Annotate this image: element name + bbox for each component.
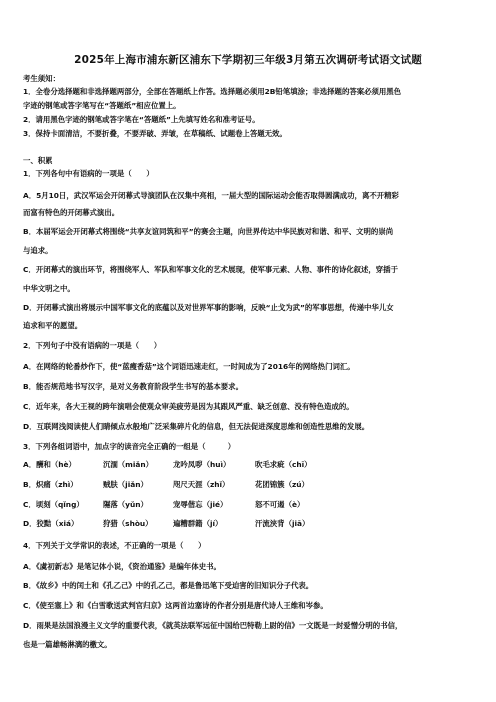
question-line: A．在网络的轮番炒作下，使“蓝瘦香菇”这个词语迅速走红，一时间成为了2016年的网络热门词汇。 — [23, 362, 355, 371]
note-line: 1．全卷分选择题和非选择题两部分，全部在答题纸上作答。选择题必须用2B铅笔填涂；非选择题的答案必须用黑色 — [23, 87, 402, 96]
question-line: 中华文明之中。 — [23, 284, 75, 293]
option-cell: 咫尺天涯（zhǐ） — [173, 480, 230, 489]
question-line: C．《使至塞上》和《白雪歌送武判官归京》这两首边塞诗的作者分别是唐代诗人王维和岑参。 — [23, 601, 328, 610]
option-cell: A．酬和（hè） — [23, 460, 76, 469]
question-line: B．《故乡》中的闰土和《孔乙己》中的孔乙己，都是鲁迅笔下受迫害的旧知识分子代表。 — [23, 581, 314, 590]
option-cell: 汗流浃背（jiā） — [255, 519, 310, 528]
option-cell: 宠辱偕忘（jié） — [173, 500, 228, 509]
note-line: 3．保持卡面清洁，不要折叠，不要弄破、弄皱，在草稿纸、试题卷上答题无效。 — [23, 129, 287, 138]
note-line: 字迹的钢笔或答字笔写在“答题纸”相应位置上。 — [23, 101, 181, 110]
option-cell: 狩猎（shòu） — [103, 519, 153, 528]
question-line: 追求和平的愿望。 — [23, 321, 83, 330]
note-line: 2．请用黑色字迹的钢笔或答字笔在“答题纸”上先填写姓名和准考证号。 — [23, 115, 260, 124]
option-cell: 怒不可遏（è） — [255, 500, 305, 509]
question-line: B．能否规范地书写汉字，是对义务教育阶段学生书写的基本要求。 — [23, 382, 243, 391]
option-cell: B．炽痛（zhì） — [23, 480, 78, 489]
question-stem: 1．下列各句中有语病的一项是（ ） — [23, 169, 154, 178]
option-cell: 隰落（yǔn） — [103, 500, 148, 509]
question-line: D．开闭幕式演出将展示中国军事文化的底蕴以及对世界军事的影响，反映“止戈为武”的军事思想，传递中华儿女 — [23, 303, 394, 312]
question-line: D．互联网浅阅读使人们睛倾点水般地广泛采集碎片化的信息，但无法促进深度思维和创造性思维的发展。 — [23, 422, 370, 431]
question-line: 与追求。 — [23, 246, 53, 255]
question-line: A．5月10日，武汉军运会开闭幕式导演团队在汉集中亮相，一届大型的国际运动会能否取得圆满成功，离不开精彩 — [23, 191, 399, 200]
option-cell: C．顷刻（qǐng） — [23, 500, 84, 509]
option-cell: 龙吟凤哕（huì） — [173, 460, 231, 469]
option-cell: 沉湎（miǎn） — [103, 460, 154, 469]
notes-heading: 考生须知： — [23, 74, 60, 83]
option-cell: 花团锦簇（zú） — [255, 480, 309, 489]
option-cell: 遍糟群籍（jí） — [173, 519, 223, 528]
question-line: B．本届军运会开闭幕式将围绕“共享友谊同筑和平”的赛会主题，向世界传达中华民族对和谐、和平、文明的崇尚 — [23, 227, 394, 236]
question-line: 而富有特色的开闭幕式演出。 — [23, 208, 120, 217]
option-cell: D．狡黠（xiá） — [23, 519, 79, 528]
question-stem: 4．下列关于文学常识的表述，不正确的一项是（ ） — [23, 541, 206, 550]
question-stem: 2．下列句子中没有语病的一项是（ ） — [23, 341, 162, 350]
question-line: D．雨果是法国浪漫主义文学的重要代表，《就英法联军远征中国给巴特勒上尉的信》一文既是一封爱憎分明的书信， — [23, 621, 403, 630]
option-cell: 贼肤（jiǎn） — [103, 480, 148, 489]
question-stem: 3．下列各组词语中，加点字的读音完全正确的一组是（ ） — [23, 442, 236, 451]
question-line: C．开闭幕式的演出环节，将围绕军人、军队和军事文化的艺术展现，使军事元素、人物、事件的诗化叙述，穿插于 — [23, 265, 398, 274]
section-heading: 一、积累 — [23, 156, 53, 165]
option-cell: 吹毛求疵（chī） — [255, 460, 312, 469]
page-title: 2025年上海市浦东新区浦东下学期初三年级3月第五次调研考试语文试题 — [74, 54, 422, 66]
question-line: 也是一篇雄畅淋漓的檄文。 — [23, 640, 112, 649]
question-line: C．近年来，各大王视的跨年演唱会使观众审美疲劳是因为其跟风严重、缺乏创意、没有特色造成的。 — [23, 402, 354, 411]
question-line: A．《虞初新志》是笔记体小说，《资治通鉴》是编年体史书。 — [23, 562, 221, 571]
